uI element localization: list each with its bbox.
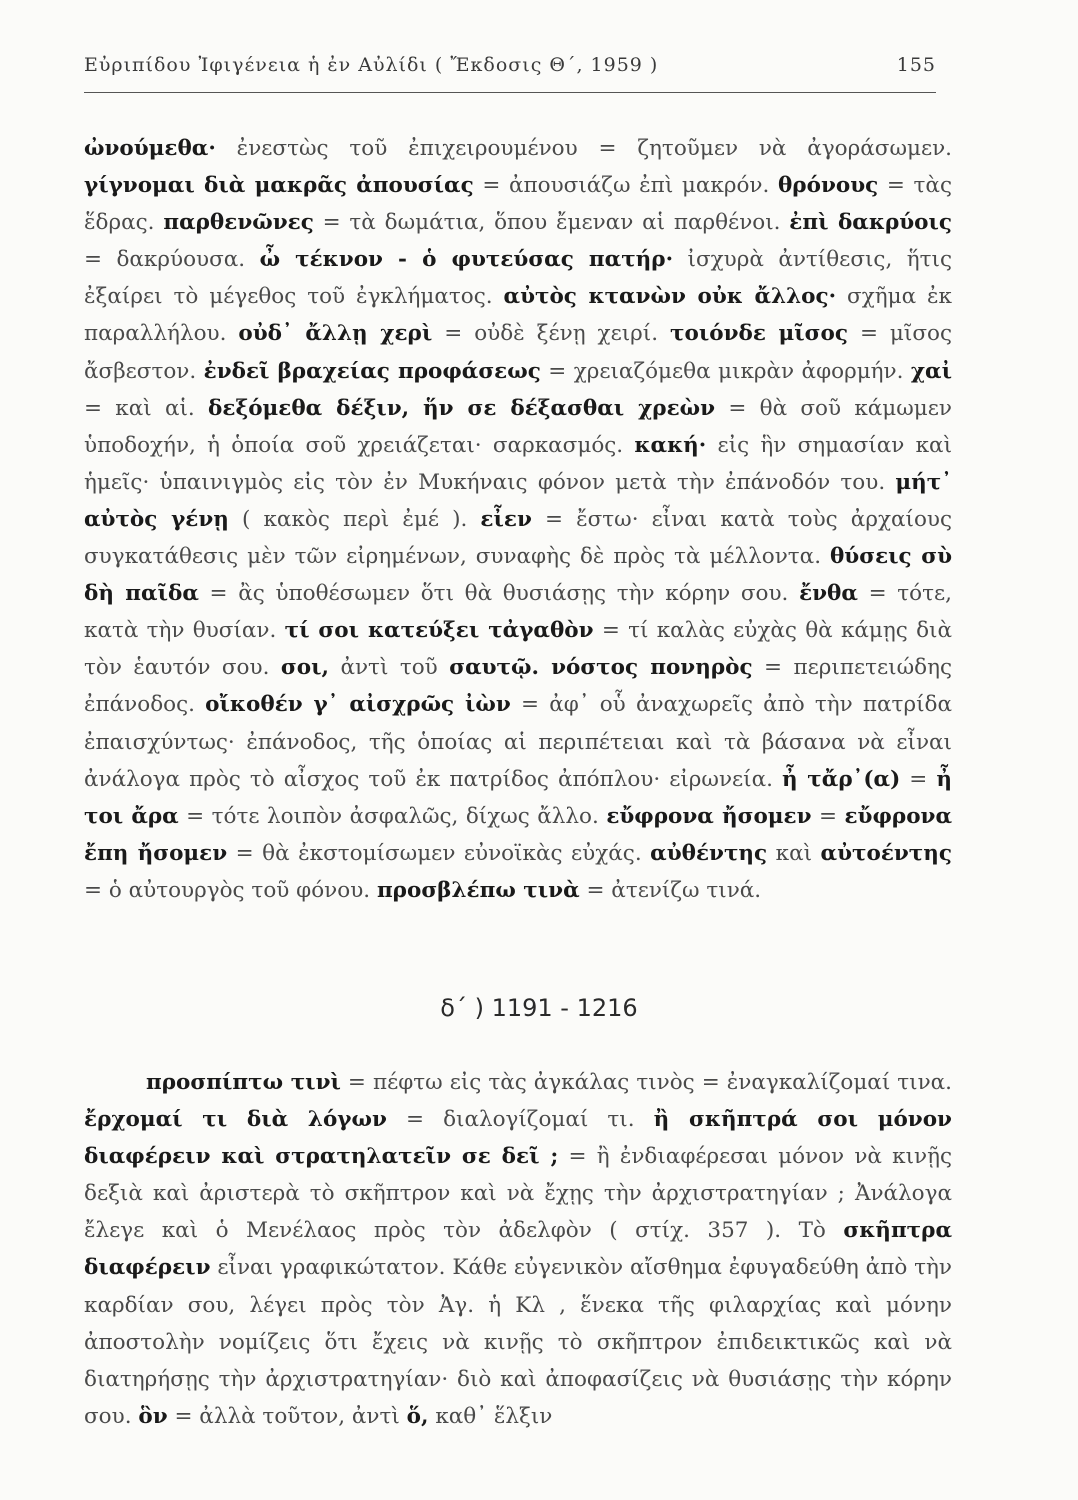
lemma: ἦ τἄρ᾽(α) — [781, 766, 901, 792]
gloss-text: = ἔστω· εἶναι κατὰ τοὺς ἀρχαίους συγκατάθεσις μὲν τῶν εἰρημένων, συναφὴς δὲ πρὸς τὰ μέλλοντα. — [84, 506, 952, 570]
gloss-text: = — [811, 803, 845, 829]
gloss-text: = καὶ αἱ. — [84, 395, 209, 421]
gloss-text: = ἢ ἐνδιαφέρεσαι μόνον νὰ κινῇς δεξιὰ καὶ ἀριστερὰ τὸ σκῆπτρον καὶ νὰ ἔχῃς τὴν ἀρχιστρατηγίαν ; Ἀνάλογα ἔλεγε καὶ ὁ Μενέλαος πρὸς τὸν ἀδελφὸν ( στίχ. 357 ). Τὸ — [84, 1144, 953, 1244]
lemma: ἔνθα — [799, 581, 858, 607]
commentary-block-2 — [84, 1064, 952, 1435]
lemma: οἴκοθέν γ᾽ αἰσχρῶς ἰὼν — [205, 692, 511, 718]
lemma: εὔφρονα ἔπη ἤσομεν — [84, 803, 952, 866]
gloss-text: καθ᾽ ἕλξιν — [428, 1403, 553, 1429]
gloss-text: = τότε λοιπὸν ἀσφαλῶς, δίχως ἄλλο. — [178, 803, 607, 829]
gloss-text: = ἀφ᾽ οὗ ἀναχωρεῖς ἀπὸ τὴν πατρίδα ἐπαισχύντως· ἐπάνοδος, τῆς ὁποίας αἱ περιπέτειαι καὶ τὰ βάσανα νὰ εἶναι ἀνάλογα πρὸς τὸ αἶσχος τοῦ ἐκ πατρίδος ἀπόπλου· εἰρωνεία. — [84, 692, 952, 792]
gloss-text: = ἀλλὰ τοῦτον, ἀντὶ — [167, 1403, 407, 1429]
page-number: 155 — [896, 54, 936, 76]
gloss-text: ἀντὶ τοῦ — [328, 655, 450, 681]
commentary-block-1 — [84, 130, 952, 909]
lemma: τοιόνδε μῖσος — [670, 321, 848, 347]
gloss-text: = ὁ αὐτουργὸς τοῦ φόνου. — [84, 877, 377, 903]
lemma: προσβλέπω τινὰ — [376, 877, 580, 903]
lemma: σκῆπτρα διαφέρειν — [84, 1218, 952, 1281]
lemma: εὔφρονα ἤσομεν — [606, 803, 812, 829]
gloss-text: = τότε, κατὰ τὴν θυσίαν. — [84, 581, 952, 644]
commentary-paragraph — [84, 1064, 952, 1435]
lemma: σοι, — [280, 655, 329, 681]
header-title: Εὐριπίδου Ἰφιγένεια ἡ ἐν Αὐλίδι ( Ἔκδοσις Θ΄, 1959 ) — [84, 54, 659, 76]
lemma: ἐπὶ δακρύοις — [789, 210, 952, 236]
gloss-text: = διαλογίζομαί τι. — [386, 1107, 654, 1133]
lemma: θύσεις σὺ δὴ παῖδα — [84, 544, 952, 607]
lemma: εἶεν — [480, 506, 532, 532]
gloss-text: = πέφτω εἰς τὰς ἀγκάλας τινὸς = ἐναγκαλίζομαί τινα. — [340, 1070, 953, 1095]
lemma: ἐνδεῖ βραχείας προφάσεως — [203, 358, 541, 384]
gloss-text: = οὐδὲ ξένῃ χειρί. — [432, 321, 671, 347]
lemma: ὦ τέκνον - ὁ φυτεύσας πατήρ· — [259, 247, 674, 273]
gloss-text: καὶ — [767, 840, 821, 866]
running-header — [84, 54, 936, 76]
gloss-text: σχῆμα ἐκ παραλλήλου. — [84, 284, 952, 347]
commentary-paragraph — [84, 130, 952, 909]
gloss-text: = τὰ δωμάτια, ὅπου ἔμεναν αἱ παρθένοι. — [313, 210, 790, 236]
lemma: αὐθέντης — [650, 840, 768, 866]
gloss-text: εἶναι γραφικώτατον. Κάθε εὐγενικὸν αἴσθημα ἐφυγαδεύθη ἀπὸ τὴν καρδίαν σου, λέγει πρὸς τὸν Ἀγ. ἡ Κλ , ἕνεκα τῆς φιλαρχίας καὶ μόνην ἀποστολὴν νομίζεις ὅτι ἔχεις νὰ κινῇς τὸ σκῆπτρον ἐπιδεικτικῶς καὶ νὰ διατηρήσῃς τὴν ἀρχιστρατηγίαν· διὸ καὶ ἀποφασίζεις νὰ θυσιάσῃς τὴν κόρην σου. — [84, 1255, 952, 1429]
lemma: προσπίπτω τινὶ — [146, 1070, 341, 1095]
lemma: μήτ᾽ αὐτὸς γένῃ — [84, 469, 952, 532]
lemma: αὐτοέντης — [820, 840, 952, 866]
gloss-text: = μῖσος ἄσβεστον. — [84, 321, 952, 384]
lemma: ἔρχομαί τι διὰ λόγων — [84, 1107, 387, 1133]
gloss-text: εἰς ἣν σημασίαν καὶ ἡμεῖς· ὑπαινιγμὸς εἰς τὸν ἐν Μυκήναις φόνον μετὰ τὴν ἐπάνοδόν του. — [84, 432, 953, 495]
gloss-text: = θὰ ἐκστομίσωμεν εὐνοϊκὰς εὐχάς. — [227, 840, 651, 866]
gloss-text: = — [900, 766, 937, 792]
lemma: ἦ τοι ἄρα — [84, 766, 952, 829]
gloss-text: = θὰ σοῦ κάμωμεν ὑποδοχήν, ἡ ὁποία σοῦ χρειάζεται· σαρκασμός. — [84, 395, 952, 458]
gloss-text: = ἂς ὑποθέσωμεν ὅτι θὰ θυσιάσῃς τὴν κόρην σου. — [198, 581, 800, 607]
lemma: ὃν — [138, 1403, 168, 1429]
lemma: χαἰ — [910, 358, 952, 384]
gloss-text: ( κακὸς περὶ ἐμέ ). — [228, 506, 481, 532]
gloss-text: = τί καλὰς εὐχὰς θὰ κάμῃς διὰ τὸν ἑαυτόν σου. — [84, 618, 953, 681]
lemma: ὠνούμεθα· — [84, 136, 216, 161]
lemma: δεξόμεθα δέξιν, ἥν σε δέξασθαι χρεὼν — [208, 395, 716, 421]
gloss-text: = ἀπουσιάζω ἐπὶ μακρόν. — [473, 173, 778, 199]
section-heading: δ΄ ) 1191 - 1216 — [440, 994, 638, 1022]
lemma: σαυτῷ. νόστος πονηρὸς — [449, 655, 753, 681]
gloss-text: = ἀτενίζω τινά. — [579, 877, 762, 903]
lemma: παρθενῶνες — [163, 210, 314, 236]
gloss-text: ἐνεστὼς τοῦ ἐπιχειρουμένου = ζητοῦμεν νὰ ἀγοράσωμεν. — [215, 136, 952, 161]
gloss-text: = περιπετειώδης ἐπάνοδος. — [84, 655, 952, 718]
lemma: οὐδ᾽ ἄλλῃ χερὶ — [238, 321, 433, 347]
lemma: ἢ σκῆπτρά σοι μόνον διαφέρειν καὶ στρατηλατεῖν σε δεῖ ; — [84, 1107, 952, 1170]
gloss-text: = χρειαζόμεθα μικρὰν ἀφορμήν. — [540, 358, 911, 384]
lemma: κακή· — [634, 432, 707, 458]
gloss-text: ἰσχυρὰ ἀντίθεσις, ἥτις ἐξαίρει τὸ μέγεθος τοῦ ἐγκλήματος. — [84, 247, 952, 310]
lemma: γίγνομαι διὰ μακρᾶς ἀπουσίας — [84, 173, 474, 199]
gloss-text: = τὰς ἕδρας. — [84, 173, 952, 236]
lemma: ὅ, — [406, 1403, 429, 1429]
lemma: θρόνους — [777, 173, 879, 199]
header-rule — [84, 92, 936, 93]
gloss-text: = δακρύουσα. — [84, 247, 260, 273]
lemma: τί σοι κατεύξει τἀγαθὸν — [284, 618, 594, 644]
lemma: αὐτὸς κτανὼν οὐκ ἄλλος· — [503, 284, 837, 310]
